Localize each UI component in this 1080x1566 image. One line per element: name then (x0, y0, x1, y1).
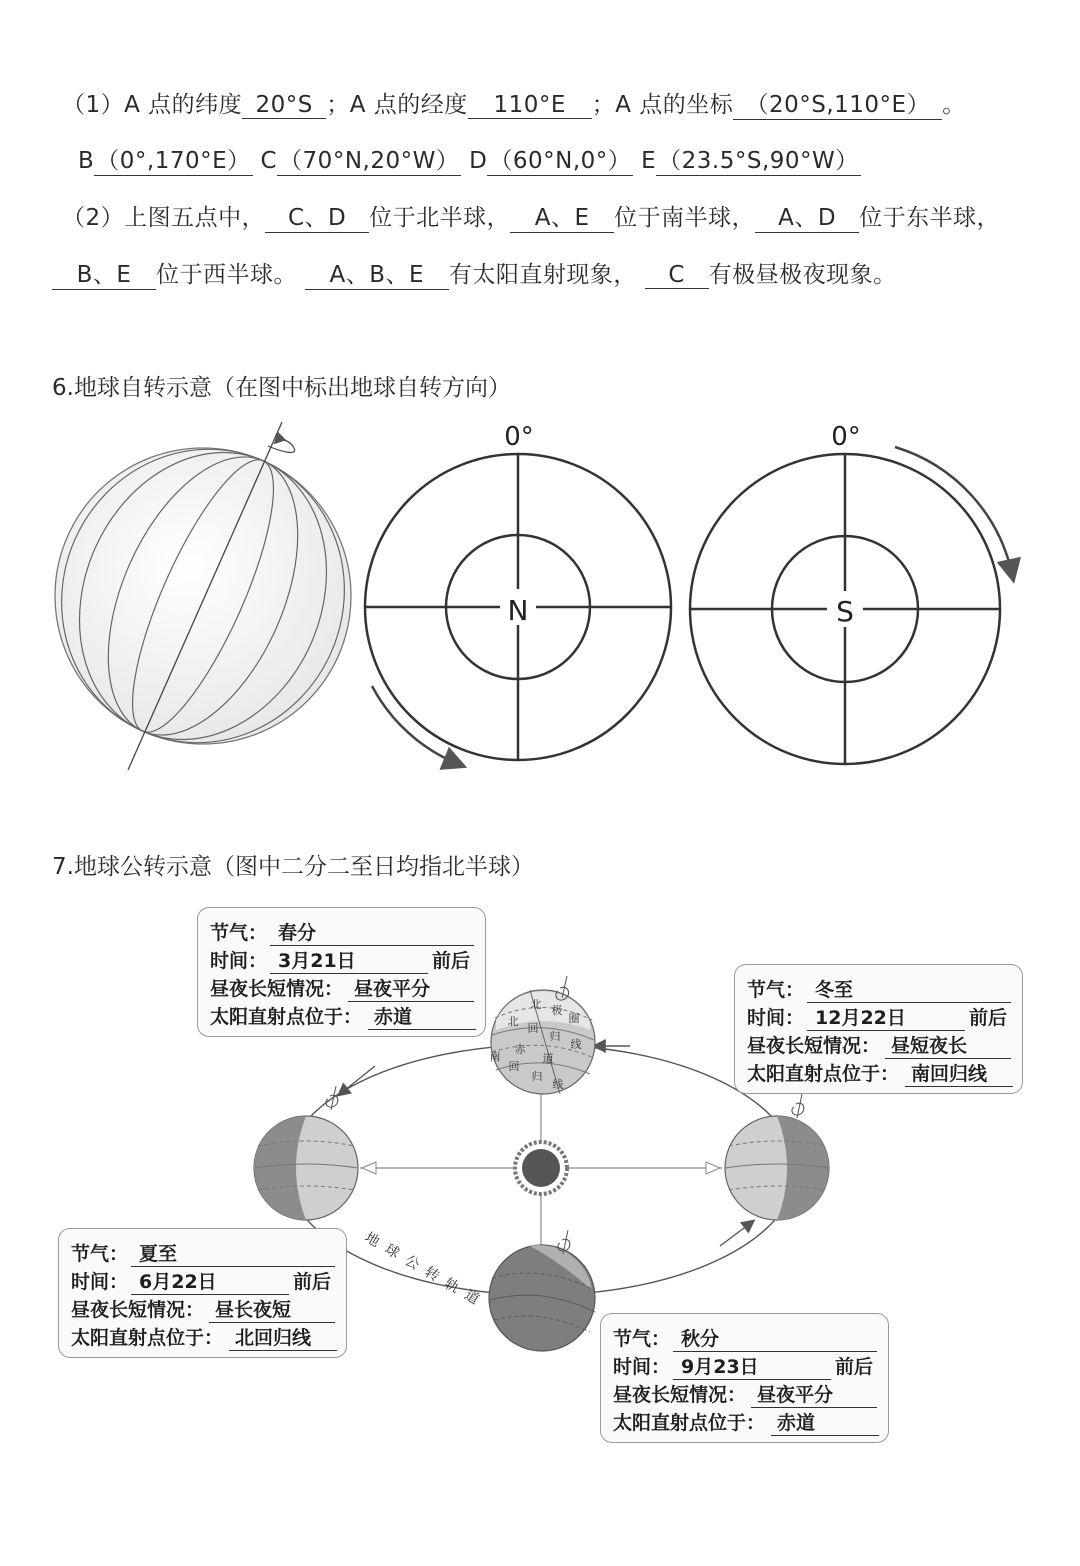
answer-blank: 110°E (468, 92, 592, 119)
earth-right (725, 1116, 829, 1220)
globe-latitude-label: 回 (508, 1060, 520, 1073)
subsolar-value: 赤道 (368, 1002, 476, 1030)
q2-line1: （2）上图五点中， C、D 位于北半球， A、E 位于南半球， A、D 位于东半球， (62, 199, 1000, 233)
answer-blank: （20°S,110°E） (733, 86, 942, 120)
globe-latitude-label: 北 (507, 1015, 519, 1028)
term-value: 秋分 (673, 1324, 877, 1352)
daynight-value: 昼夜平分 (751, 1380, 877, 1408)
answer-blank: （23.5°S,90°W） (656, 142, 861, 176)
globe-latitude-label: 线 (570, 1038, 582, 1051)
answer-blank: （0°,170°E） (94, 142, 252, 176)
zero-meridian-label: 0° (504, 422, 534, 452)
answer-blank: 20°S (242, 92, 326, 119)
q1-line1: （1）A 点的纬度 20°S ；A 点的经度 110°E ；A 点的坐标 （20°S,110°E） 。 (62, 86, 966, 120)
globe-latitude-label: 归 (531, 1070, 543, 1083)
counterclockwise-arrow-icon (372, 686, 458, 764)
orbit-label: 地球公转轨道 (362, 1229, 490, 1313)
subsolar-value: 北回归线 (229, 1323, 337, 1351)
globe-latitude-label: 极 (551, 1004, 563, 1017)
tilted-globe (15, 410, 391, 788)
info-box-spring: 节气： 春分 时间： 3月21日 前后 昼夜长短情况： 昼夜平分 太阳直射点位于： 赤道 (197, 907, 486, 1037)
clockwise-arrow-icon (895, 447, 1012, 574)
answer-blank: （70°N,20°W） (277, 142, 461, 176)
globe-latitude-label: 北 (530, 998, 542, 1011)
rotation-diagrams (0, 410, 1080, 790)
subsolar-value: 赤道 (771, 1408, 879, 1436)
daynight-value: 昼夜平分 (348, 974, 474, 1002)
date-value: 12月22日 (807, 1003, 965, 1031)
date-value: 6月22日 (131, 1267, 289, 1295)
north-label: N (507, 594, 529, 627)
daynight-value: 昼长夜短 (209, 1295, 335, 1323)
daynight-value: 昼短夜长 (885, 1031, 1011, 1059)
answer-blank: C、D (265, 199, 369, 233)
south-label: S (836, 595, 854, 628)
earth-left (254, 1116, 358, 1220)
answer-blank: A、B、E (305, 256, 449, 290)
q2-line2: B、E 位于西半球。 A、B、E 有太阳直射现象， C 有极昼极夜现象。 (52, 256, 897, 290)
term-value: 夏至 (131, 1239, 335, 1267)
globe-latitude-label: 归 (549, 1030, 561, 1043)
answer-blank: （60°N,0°） (487, 142, 633, 176)
globe-latitude-label: 道 (542, 1052, 554, 1065)
term-value: 冬至 (807, 975, 1011, 1003)
globe-latitude-label: 线 (552, 1078, 564, 1091)
q1-line2: B（0°,170°E） C（70°N,20°W） D（60°N,0°） E（23.5°S,90°W） (78, 142, 861, 176)
globe-latitude-label: 赤 (514, 1043, 526, 1056)
info-box-autumn: 节气： 秋分 时间： 9月23日 前后 昼夜长短情况： 昼夜平分 太阳直射点位于： 赤道 (600, 1313, 889, 1443)
sun-icon (515, 1142, 567, 1194)
answer-blank: A、E (510, 199, 614, 233)
section6-title: 6.地球自转示意（在图中标出地球自转方向） (52, 375, 511, 401)
answer-blank: A、D (755, 199, 859, 233)
answer-blank: C (645, 262, 709, 289)
section7-title: 7.地球公转示意（图中二分二至日均指北半球） (52, 854, 534, 880)
globe-latitude-label: 南 (489, 1050, 501, 1063)
earth-bottom (489, 1245, 595, 1351)
answer-blank: B、E (52, 256, 156, 290)
info-box-summer: 节气： 夏至 时间： 6月22日 前后 昼夜长短情况： 昼长夜短 太阳直射点位于： 北回归线 (58, 1228, 347, 1358)
info-box-winter: 节气： 冬至 时间： 12月22日 前后 昼夜长短情况： 昼短夜长 太阳直射点位于： 南回归线 (734, 964, 1023, 1094)
term-value: 春分 (270, 918, 474, 946)
date-value: 9月23日 (673, 1352, 831, 1380)
globe-latitude-label: 圈 (568, 1012, 580, 1025)
subsolar-value: 南回归线 (905, 1059, 1013, 1087)
zero-meridian-label: 0° (831, 422, 861, 452)
globe-latitude-label: 回 (527, 1022, 539, 1035)
date-value: 3月21日 (270, 946, 428, 974)
